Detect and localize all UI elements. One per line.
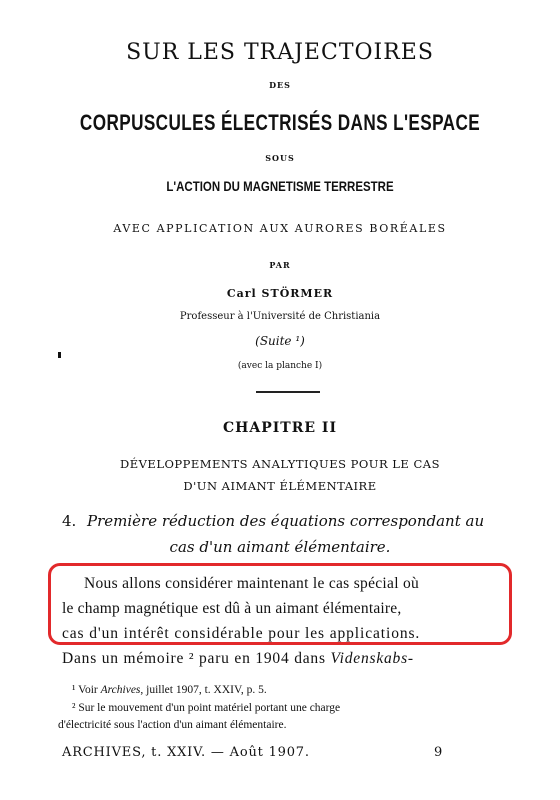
section-title-line-1: Première réduction des équations correspondant au: [87, 512, 485, 530]
chapter-subtitle-1: DÉVELOPPEMENTS ANALYTIQUES POUR LE CAS: [120, 457, 440, 471]
title-line-3: L'ACTION DU MAGNETISME TERRESTRE: [166, 178, 394, 194]
paragraph-line-2: le champ magnétique est dû à un aimant élémentaire,: [62, 600, 402, 617]
suite-note: (Suite ¹): [255, 334, 305, 348]
footnote-1: [72, 684, 267, 696]
highlight-box: [48, 563, 512, 645]
footnote-2-line-1: ² Sur le mouvement d'un point matériel portant une charge: [72, 702, 341, 714]
title-des: DES: [269, 80, 291, 90]
section-number: 4.: [62, 512, 77, 530]
divider-rule: [256, 391, 320, 393]
title-par: PAR: [269, 260, 291, 270]
footnote-1-prefix: ¹ Voir: [72, 684, 101, 696]
title-line-1: SUR LES TRAJECTOIRES: [126, 40, 434, 65]
section-title-line-2: cas d'un aimant élémentaire.: [169, 538, 391, 556]
running-footer: ARCHIVES, t. XXIV. — Août 1907.: [62, 745, 310, 760]
title-line-4: AVEC APPLICATION AUX AURORES BORÉALES: [113, 222, 447, 235]
paragraph-line-4-text: Dans un mémoire ² paru en 1904 dans: [62, 650, 331, 667]
author-affiliation: Professeur à l'Université de Christiania: [179, 311, 381, 322]
title-sous: SOUS: [265, 153, 295, 163]
chapter-heading: CHAPITRE II: [222, 420, 337, 436]
page-number: 9: [434, 745, 443, 760]
title-line-2: CORPUSCULES ÉLECTRISÉS DANS L'ESPACE: [79, 110, 481, 135]
footnote-1-ref: , juillet 1907, t. XXIV, p. 5.: [140, 684, 267, 696]
author-name: Carl STÖRMER: [226, 287, 334, 300]
planche-note: (avec la planche I): [237, 361, 323, 371]
footnote-1-journal: Archives: [100, 684, 141, 696]
footnote-2-line-2: d'électricité sous l'action d'un aimant élémentaire.: [58, 719, 287, 731]
paragraph-line-1: Nous allons considérer maintenant le cas spécial où: [84, 575, 420, 592]
chapter-subtitle-2: D'UN AIMANT ÉLÉMENTAIRE: [183, 479, 377, 493]
paragraph-line-4: [62, 650, 414, 668]
paragraph-line-3: cas d'un intérêt considérable pour les applications.: [62, 625, 421, 642]
ink-mark: [58, 352, 61, 358]
journal-name: Videnskabs-: [330, 650, 414, 667]
